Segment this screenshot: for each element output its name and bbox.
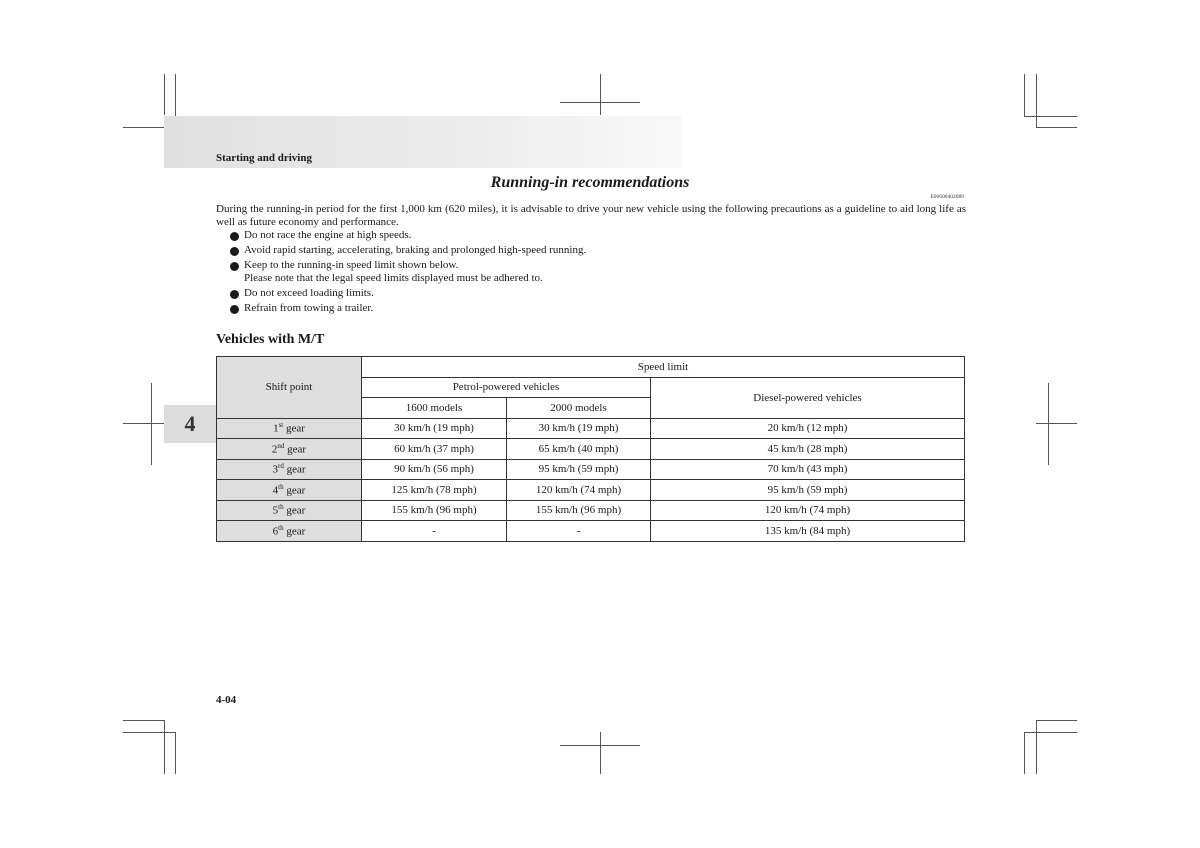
petrol-1600-cell: - <box>362 521 507 542</box>
petrol-1600-cell: 30 km/h (19 mph) <box>362 418 507 439</box>
petrol-2000-cell: 155 km/h (96 mph) <box>507 500 651 521</box>
table-row <box>217 480 965 501</box>
header-shift-point: Shift point <box>217 357 362 419</box>
petrol-1600-cell: 60 km/h (37 mph) <box>362 439 507 460</box>
gear-cell: 2nd gear <box>217 439 362 460</box>
precaution-list <box>230 229 830 317</box>
gear-cell: 6th gear <box>217 521 362 542</box>
intro-paragraph: During the running-in period for the first 1,000 km (620 miles), it is advisable to drive your new vehicle using the following precautions as a guideline to aid long life as well as future economy and performance. <box>216 203 966 228</box>
diesel-cell: 45 km/h (28 mph) <box>651 439 965 460</box>
table-row <box>217 459 965 480</box>
header-petrol: Petrol-powered vehicles <box>362 377 651 398</box>
diesel-cell: 135 km/h (84 mph) <box>651 521 965 542</box>
bullet-icon <box>230 290 239 299</box>
speed-limit-table <box>216 356 965 542</box>
diesel-cell: 70 km/h (43 mph) <box>651 459 965 480</box>
table-row <box>217 418 965 439</box>
section-subheading: Vehicles with M/T <box>216 332 325 347</box>
petrol-2000-cell: 95 km/h (59 mph) <box>507 459 651 480</box>
gear-cell: 4th gear <box>217 480 362 501</box>
diesel-cell: 20 km/h (12 mph) <box>651 418 965 439</box>
bullet-icon <box>230 305 239 314</box>
header-1600-models: 1600 models <box>362 398 507 419</box>
list-item-text: Do not race the engine at high speeds. <box>244 229 412 241</box>
list-item <box>230 229 830 242</box>
petrol-1600-cell: 125 km/h (78 mph) <box>362 480 507 501</box>
header-diesel: Diesel-powered vehicles <box>651 377 965 418</box>
bullet-icon <box>230 247 239 256</box>
header-speed-limit: Speed limit <box>362 357 965 378</box>
list-item-note: Please note that the legal speed limits displayed must be adhered to. <box>244 271 543 284</box>
gear-cell: 5th gear <box>217 500 362 521</box>
list-item <box>230 302 830 315</box>
petrol-1600-cell: 90 km/h (56 mph) <box>362 459 507 480</box>
petrol-2000-cell: - <box>507 521 651 542</box>
bullet-icon <box>230 262 239 271</box>
page-title: Running-in recommendations <box>490 174 690 191</box>
petrol-2000-cell: 65 km/h (40 mph) <box>507 439 651 460</box>
gear-cell: 3rd gear <box>217 459 362 480</box>
list-item <box>230 244 830 257</box>
gear-cell: 1st gear <box>217 418 362 439</box>
list-item-text: Avoid rapid starting, accelerating, braking and prolonged high-speed running. <box>244 244 587 257</box>
petrol-1600-cell: 155 km/h (96 mph) <box>362 500 507 521</box>
list-item <box>230 259 830 285</box>
list-item <box>230 287 830 300</box>
table-row <box>217 439 965 460</box>
list-item-text: Refrain from towing a trailer. <box>244 302 374 315</box>
document-code: E00600402089 <box>930 194 964 200</box>
section-header: Starting and driving <box>216 152 312 164</box>
table-header-row <box>217 357 965 378</box>
bullet-icon <box>230 232 239 241</box>
table-row <box>217 500 965 521</box>
header-2000-models: 2000 models <box>507 398 651 419</box>
diesel-cell: 120 km/h (74 mph) <box>651 500 965 521</box>
petrol-2000-cell: 120 km/h (74 mph) <box>507 480 651 501</box>
petrol-2000-cell: 30 km/h (19 mph) <box>507 418 651 439</box>
chapter-tab: 4 <box>164 405 216 443</box>
page-number: 4-04 <box>216 694 237 706</box>
list-item-text: Keep to the running-in speed limit shown below. <box>244 259 459 272</box>
list-item-text: Do not exceed loading limits. <box>244 287 374 300</box>
diesel-cell: 95 km/h (59 mph) <box>651 480 965 501</box>
table-row <box>217 521 965 542</box>
